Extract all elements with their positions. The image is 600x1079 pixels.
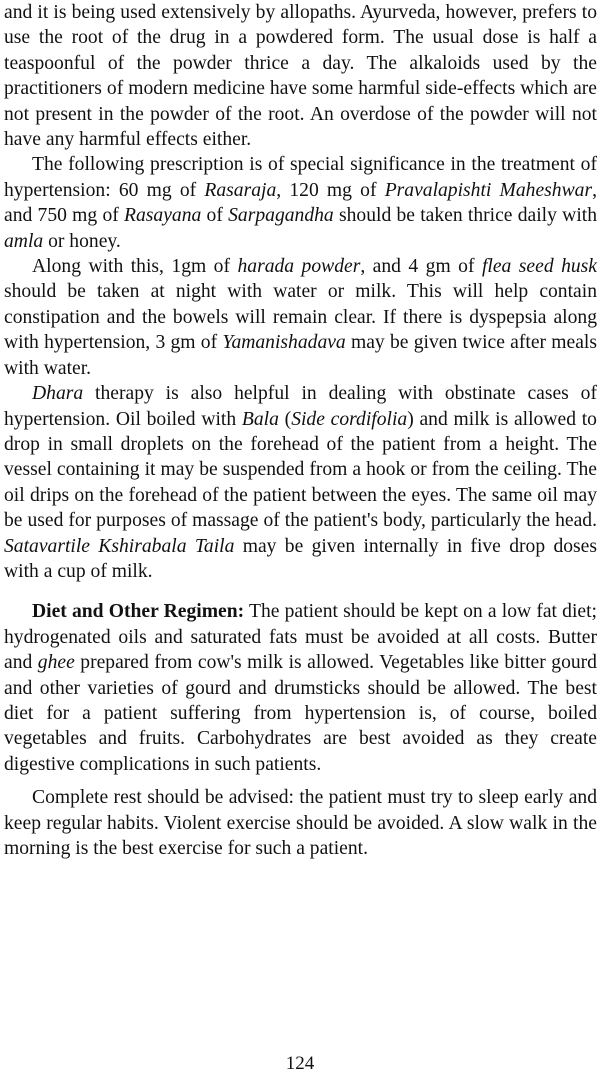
italic-text: amla: [4, 230, 44, 252]
italic-text: ghee: [37, 652, 75, 674]
italic-text: Rasayana: [124, 205, 202, 227]
text-run: ) and milk is allowed to drop in small droplets on the forehead of the patient from a height. The vessel containing it may be suspended from a hook or from the ceiling. The oil drips on the forehead of the patient between the eyes. The same oil may be used for purposes of massage of the patient's body, particularly the head.: [4, 408, 597, 532]
text-run: , and 4 gm of: [360, 256, 482, 278]
paragraph-prescription: [4, 152, 597, 254]
paragraph-complete-rest: [4, 785, 597, 861]
text-run: prepared from cow's milk is allowed. Vegetables like bitter gourd and other varieties of gourd and drumsticks should be allowed. The best diet for a patient suffering from hypertension is, of course, boiled vegetables and fruits. Carbohydrates are best avoided as they create digestive complications in such patients.: [4, 652, 597, 775]
text-run: Along with this, 1gm of: [32, 256, 238, 278]
page-body: [4, 0, 597, 861]
text-run: should be taken at night with water or milk. This will help contain constipation and the bowels will remain clear. If there is dyspepsia along with hypertension, 3 gm of: [4, 281, 597, 354]
page-number: 124: [285, 1053, 315, 1074]
text-run: , and 750 mg of: [4, 179, 597, 227]
italic-text: harada powder: [237, 256, 361, 278]
paragraph-harada-powder: [4, 254, 597, 381]
bold-text: Diet and Other Regimen:: [32, 601, 245, 623]
text-run: Complete rest should be advised: the patient must try to sleep early and keep regular habits. Violent exercise should be avoided. A slow walk in the morning is the best exercise for such a patient.: [4, 787, 597, 859]
italic-text: Sarpagandha: [228, 205, 334, 227]
italic-text: Pravalapishti Maheshwar: [384, 179, 593, 201]
italic-text: Satavartile Kshirabala Taila: [4, 535, 235, 557]
text-run: should be taken thrice daily with: [333, 205, 597, 227]
paragraph-dhara-therapy: [4, 381, 597, 584]
text-run: and it is being used extensively by allopaths. Ayurveda, however, prefers to use the root of the drug in a powdered form. The usual dose is half a teaspoonful of the powder thrice a day. The alkaloids used by the practitioners of modern medicine have some harmful side-effects which are not present in the powder of the root. An overdose of the powder will not have any harmful effects either.: [4, 2, 597, 151]
text-run: therapy is also helpful in dealing with obstinate cases of hypertension. Oil boiled with: [4, 383, 597, 430]
text-run: may be given twice after meals with water.: [4, 332, 598, 379]
text-run: The patient should be kept on a low fat diet; hydrogenated oils and saturated fats must be avoided at all costs. Butter and: [4, 601, 597, 674]
text-run: , 120 mg of: [276, 179, 385, 201]
text-run: may be given internally in five drop doses with a cup of milk.: [4, 535, 597, 582]
italic-text: Rasaraja: [204, 179, 277, 201]
text-run: of: [201, 205, 229, 227]
italic-text: Bala: [241, 408, 279, 430]
italic-text: Yamanishadava: [222, 332, 346, 354]
text-run: or honey.: [43, 230, 121, 252]
italic-text: Side cordifolia: [291, 408, 408, 430]
text-run: The following prescription is of special significance in the treatment of hypertension: 60 mg of: [4, 154, 597, 201]
text-run: (: [278, 408, 292, 430]
italic-text: Dhara: [32, 383, 84, 405]
italic-text: flea seed husk: [481, 256, 597, 278]
paragraph-diet-regimen: [4, 599, 597, 777]
paragraph-root-powder: [4, 0, 597, 152]
